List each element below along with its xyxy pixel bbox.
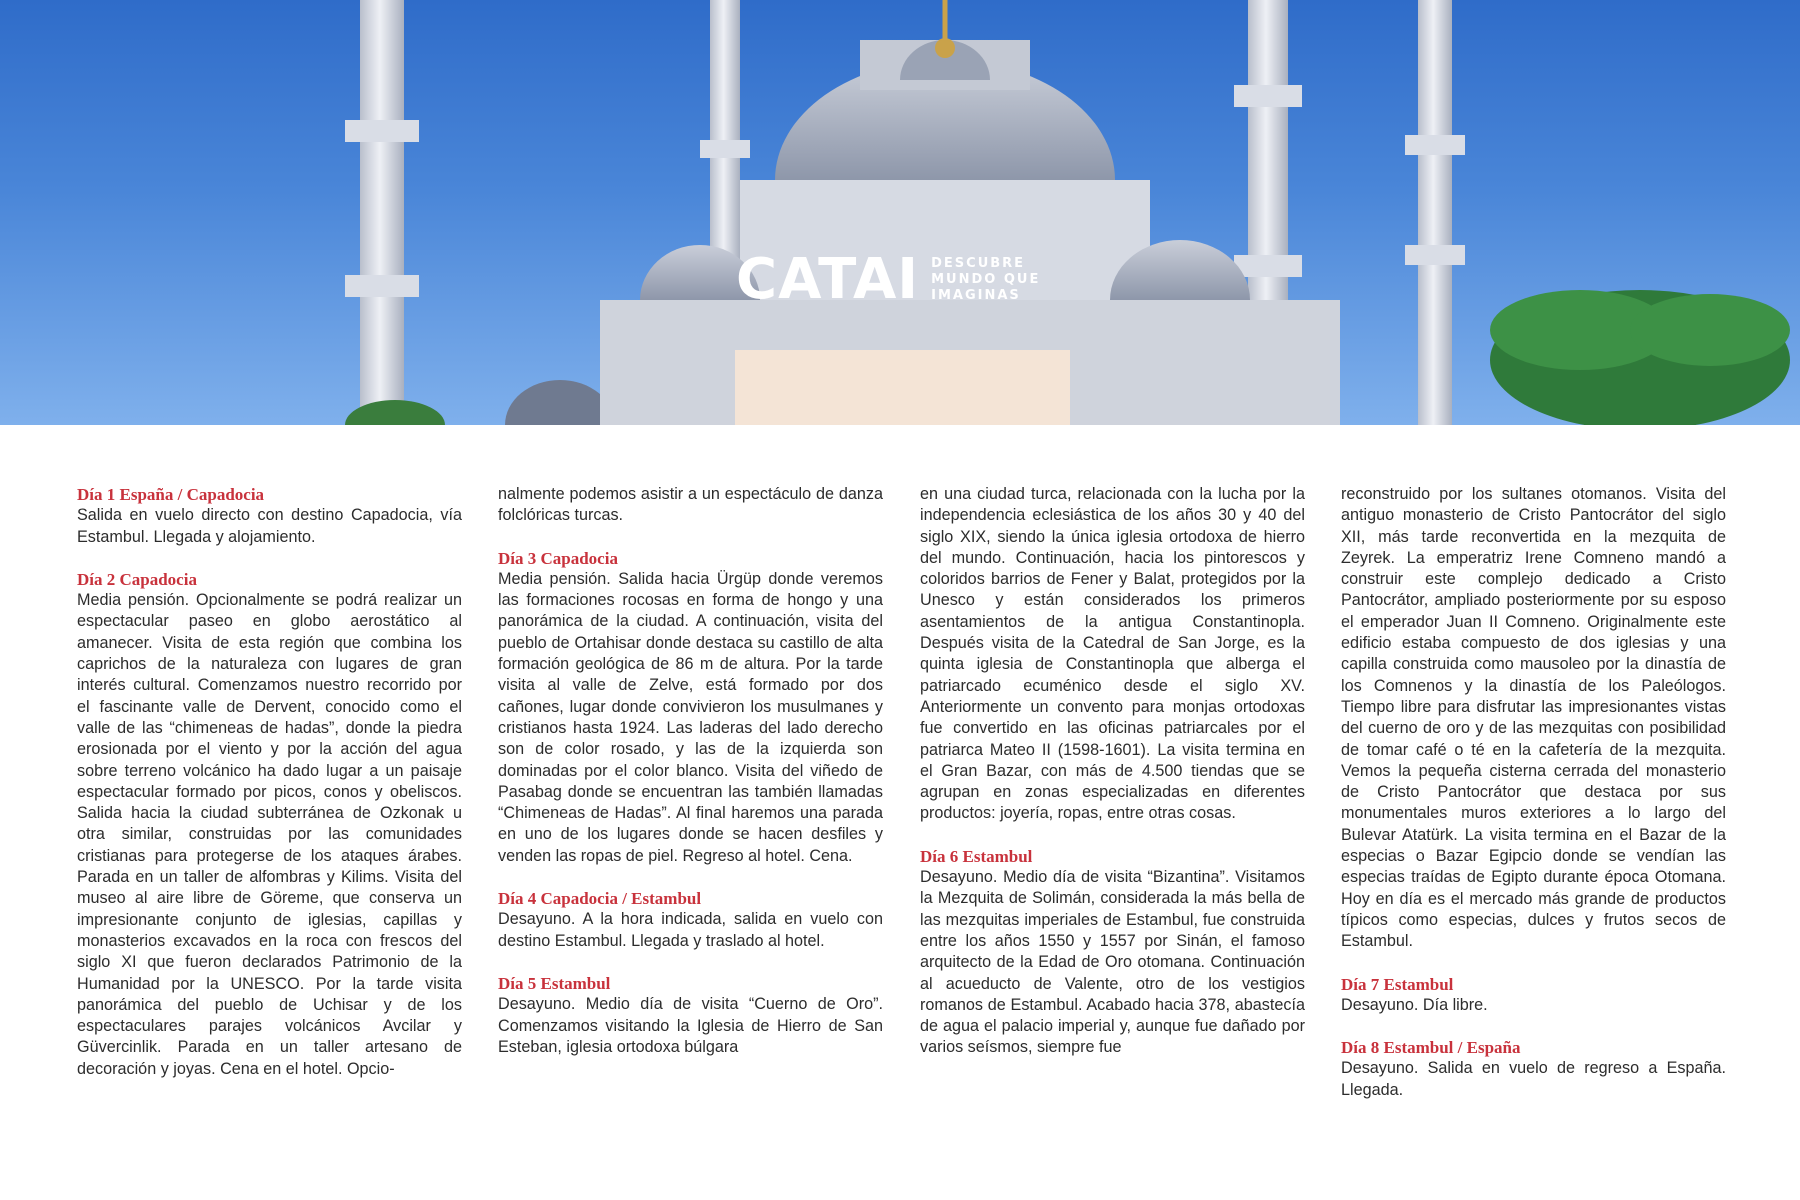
day-title: Día 7 Estambul: [1341, 974, 1454, 994]
minaret-right: [1405, 0, 1465, 425]
itinerary-day: [920, 846, 1305, 1059]
itinerary-day: [1341, 1037, 1726, 1101]
column-4: [1341, 484, 1726, 1101]
itinerary-day: [498, 973, 883, 1058]
catai-logo: [736, 247, 1041, 312]
title-tab: [735, 350, 1070, 425]
logo-wordmark: CATAI: [736, 247, 920, 312]
day-description: Desayuno. A la hora indicada, salida en vuelo con destino Estambul. Llegada y traslado al hotel.: [498, 910, 883, 950]
hero-mosque-photo: [0, 0, 1800, 425]
day-title: Día 8 Estambul / España: [1341, 1038, 1521, 1058]
day-description: Salida en vuelo directo con destino Capadocia, vía Estambul. Llegada y alojamiento.: [77, 506, 462, 546]
day-description: Media pensión. Opcionalmente se podrá realizar un espectacular paseo en globo aerostático al amanecer. Visita de esta región que combina los caprichos de la naturaleza con lugares de gran interés cultural. Comenzamos nuestro recorrido por el fascinante valle de Dervent, conocido como el valle de las “chimeneas de hadas”, donde la piedra erosionada por el viento y por la acción del agua sobre terreno volcánico ha dado lugar a un paisaje espectacular formado por picos, conos y obeliscos. Salida hacia la ciudad subterránea de Ozkonak u otra similar, construidas por las comunidades cristianas para protegerse de los ataques árabes. Parada en un taller de alfombras y Kilims. Visita del museo al aire libre de Göreme, que conserva un impresionante conjunto de iglesias, capillas y monasterios excavados en la roca con frescos del siglo XI que fueron declarados Patrimonio de la Humanidad por la UNESCO. Por la tarde visita panorámica del pueblo de Uchisar y de los espectaculares parajes volcánicos Avcilar y Güvercinlik. Parada en un taller artesano de decoración y joyas. Cena en el hotel. Opcio-: [77, 591, 462, 1078]
day-description: en una ciudad turca, relacionada con la lucha por la independencia eclesiástica de los años 30 y 40 del siglo XIX, siendo la única iglesia ortodoxa de hierro del mundo. Continuación, hacia los pintorescos y coloridos barrios de Fener y Balat, protegidos por la Unesco y están considerados los primeros asentamientos de la antigua Constantinopla. Después visita de la Catedral de San Jorge, es la quinta iglesia de Constantinopla que alberga el patriarcado ecuménico desde el siglo XV. Anteriormente un convento para monjas ortodoxas fue convertido en las oficinas patriarcales por el patriarca Mateo II (1598-1601). La visita termina en el Gran Bazar, con más de 4.500 tiendas que se agrupan en zonas especializadas en diferentes productos: joyería, ropas, entre otras cosas.: [920, 485, 1305, 823]
itinerary-day: [77, 569, 462, 1080]
day-description: nalmente podemos asistir a un espectáculo de danza folclóricas turcas.: [498, 485, 883, 525]
column-3: [920, 484, 1305, 1059]
minaret-left: [345, 0, 419, 425]
day-description: Desayuno. Salida en vuelo de regreso a España. Llegada.: [1341, 1059, 1726, 1099]
column-1: [77, 484, 462, 1080]
logo-tagline: DESCUBRE MUNDO QUE IMAGINAS: [931, 256, 1041, 303]
day-description: Media pensión. Salida hacia Ürgüp donde veremos las formaciones rocosas en forma de hongo y una panorámica de la ciudad. A continuación, visita del pueblo de Ortahisar donde destaca su castillo de alta formación geológica de 86 m de altura. Por la tarde visita al valle de Zelve, está formado por dos cañones, lugar donde convivieron los musulmanes y cristianos hasta 1924. Las laderas del lado derecho son de color rosado, y las de la izquierda son dominadas por el color blanco. Visita del viñedo de Pasabag donde se encuentran las también llamadas “Chimeneas de Hadas”. Al final haremos una parada en uno de los lugares donde se hacen desfiles y venden las ropas de piel. Regreso al hotel. Cena.: [498, 569, 883, 865]
column-2: [498, 484, 883, 1058]
itinerary-day-continued: [920, 484, 1305, 825]
itinerary-day-continued: [1341, 484, 1726, 953]
day-title: Día 6 Estambul: [920, 846, 1033, 866]
day-title: Día 4 Capadocia / Estambul: [498, 889, 702, 909]
itinerary-day: [498, 548, 883, 867]
day-title: Día 3 Capadocia: [498, 548, 618, 568]
itinerary-day: [1341, 974, 1726, 1017]
itinerary-day-continued: [498, 484, 883, 527]
day-description: reconstruido por los sultanes otomanos. Visita del antiguo monasterio de Cristo Pantocrátor del siglo XII, más tarde reconvertida en la mezquita de Zeyrek. La emperatriz Irene Comneno mandó a construir este complejo dedicado a Cristo Pantocrátor, ampliado posteriormente por su esposo el emperador Juan II Comneno. Originalmente este edificio estaba compuesto de dos iglesias y una capilla construida como mausoleo por la dinastía de los Comnenos y la dinastía de los Paleólogos. Tiempo libre para disfrutar las impresionantes vistas del cuerno de oro y de las mezquitas con posibilidad de tomar café o té en la cafetería de la mezquita. Vemos la pequeña cisterna cerrada del monasterio de Cristo Pantocrátor que destaca por sus monumentales muros exteriores a lo largo del Bulevar Atatürk. La visita termina en el Bazar de la especias o Bazar Egipcio donde se vendían las especias traídas de Egipto durante época Otomana. Hoy en día es el mercado más grande de productos típicos como especias, dulces y frutos secos de Estambul.: [1341, 485, 1726, 951]
day-description: Desayuno. Medio día de visita “Bizantina”. Visitamos la Mezquita de Solimán, considerada la más bella de las mezquitas imperiales de Estambul, fue construida entre los años 1550 y 1557 por Sinán, el famoso arquitecto de la Edad de Oro otomana. Continuación al acueducto de Valente, otro de los vestigios romanos de Estambul. Acabado hacia 378, abastecía de agua el palacio imperial y, aunque fue dañado por varios seísmos, siempre fue: [920, 868, 1305, 1057]
day-description: Desayuno. Día libre.: [1341, 995, 1488, 1014]
day-title: Día 2 Capadocia: [77, 569, 197, 589]
day-title: Día 5 Estambul: [498, 973, 611, 993]
itinerary-day: [77, 484, 462, 548]
day-description: Desayuno. Medio día de visita “Cuerno de Oro”. Comenzamos visitando la Iglesia de Hierro de San Esteban, iglesia ortodoxa búlgara: [498, 995, 883, 1056]
palm-tree: [1490, 290, 1790, 425]
day-title: Día 1 España / Capadocia: [77, 485, 265, 504]
itinerary-day: [498, 888, 883, 952]
